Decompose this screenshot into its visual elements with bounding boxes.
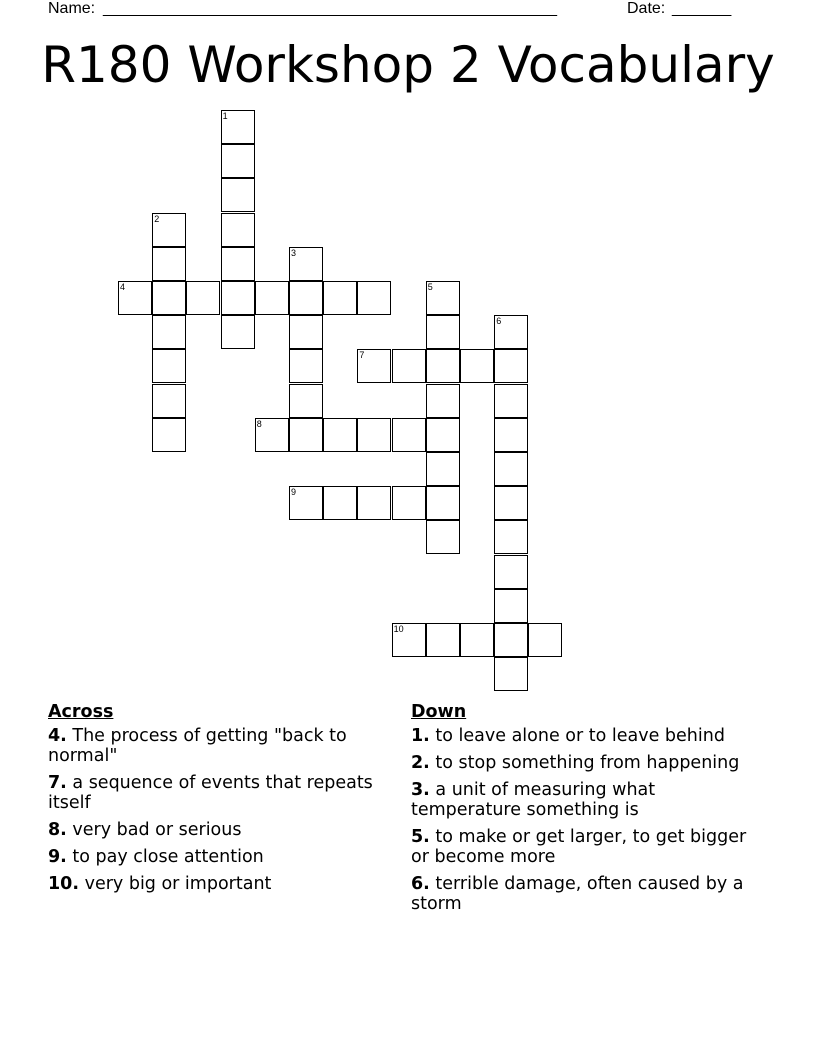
grid-cell[interactable] xyxy=(392,623,426,657)
grid-cell[interactable] xyxy=(323,281,357,315)
clue-text: very bad or serious xyxy=(72,820,242,840)
grid-cell[interactable] xyxy=(357,486,391,520)
grid-cell[interactable] xyxy=(152,384,186,418)
grid-cell[interactable] xyxy=(255,281,289,315)
clue-item xyxy=(411,726,756,746)
grid-cell[interactable] xyxy=(426,384,460,418)
grid-cell[interactable] xyxy=(426,520,460,554)
clue-item xyxy=(411,753,756,773)
grid-cell[interactable] xyxy=(392,418,426,452)
grid-cell[interactable] xyxy=(494,623,528,657)
grid-cell[interactable] xyxy=(152,213,186,247)
clue-text: a unit of measuring what temperature something is xyxy=(411,780,656,820)
across-heading: Across xyxy=(48,702,114,722)
grid-cell[interactable] xyxy=(460,623,494,657)
clue-text: terrible damage, often caused by a storm xyxy=(411,874,744,914)
clue-number: 10. xyxy=(48,874,80,894)
grid-cell[interactable] xyxy=(494,520,528,554)
grid-cell[interactable] xyxy=(528,623,562,657)
grid-cell[interactable] xyxy=(152,349,186,383)
grid-cell[interactable] xyxy=(289,315,323,349)
grid-cell[interactable] xyxy=(186,281,220,315)
grid-cell[interactable] xyxy=(289,384,323,418)
clue-number: 8. xyxy=(48,820,67,840)
clue-item xyxy=(48,773,378,813)
cell-number: 6 xyxy=(496,316,502,327)
cell-number: 3 xyxy=(291,247,297,258)
down-clues xyxy=(411,702,756,921)
grid-cell[interactable] xyxy=(289,486,323,520)
cell-number: 2 xyxy=(154,213,160,224)
grid-cell[interactable] xyxy=(460,349,494,383)
clue-item xyxy=(48,726,378,766)
grid-cell[interactable] xyxy=(426,315,460,349)
grid-cell[interactable] xyxy=(426,349,460,383)
grid-cell[interactable] xyxy=(152,281,186,315)
clue-text: very big or important xyxy=(84,874,272,894)
grid-cell[interactable] xyxy=(357,349,391,383)
grid-cell[interactable] xyxy=(494,418,528,452)
grid-cell[interactable] xyxy=(152,418,186,452)
clue-item xyxy=(411,874,756,914)
grid-cell[interactable] xyxy=(494,657,528,691)
clue-text: to stop something from happening xyxy=(435,753,740,773)
grid-cell[interactable] xyxy=(392,486,426,520)
grid-cell[interactable] xyxy=(426,281,460,315)
clue-text: to leave alone or to leave behind xyxy=(435,726,725,746)
clue-number: 2. xyxy=(411,753,430,773)
clue-number: 1. xyxy=(411,726,430,746)
grid-cell[interactable] xyxy=(494,555,528,589)
clue-number: 5. xyxy=(411,827,430,847)
grid-cell[interactable] xyxy=(357,418,391,452)
grid-cell[interactable] xyxy=(426,623,460,657)
clue-text: a sequence of events that repeats itself xyxy=(48,773,373,813)
cell-number: 10 xyxy=(393,624,404,634)
grid-cell[interactable] xyxy=(289,349,323,383)
clue-text: The process of getting "back to normal" xyxy=(48,726,347,766)
grid-cell[interactable] xyxy=(494,452,528,486)
grid-cell[interactable] xyxy=(494,486,528,520)
cell-number: 7 xyxy=(359,350,365,361)
clue-number: 6. xyxy=(411,874,430,894)
page-title: R180 Workshop 2 Vocabulary xyxy=(41,36,775,94)
grid-cell[interactable] xyxy=(221,213,255,247)
clue-number: 3. xyxy=(411,780,430,800)
date-label: Date: xyxy=(627,0,666,17)
grid-cell[interactable] xyxy=(152,247,186,281)
name-line: ______________________________________________________ xyxy=(103,0,557,17)
grid-cell[interactable] xyxy=(289,247,323,281)
grid-cell[interactable] xyxy=(152,315,186,349)
cell-number: 1 xyxy=(222,111,228,121)
date-line: _______ xyxy=(672,0,731,17)
grid-cell[interactable] xyxy=(426,418,460,452)
down-heading: Down xyxy=(411,702,467,722)
name-label: Name: xyxy=(48,0,96,17)
clue-text: to make or get larger, to get bigger or become more xyxy=(411,827,747,867)
grid-cell[interactable] xyxy=(426,486,460,520)
grid-cell[interactable] xyxy=(221,315,255,349)
clue-item xyxy=(48,874,378,894)
grid-cell[interactable] xyxy=(494,589,528,623)
grid-cell[interactable] xyxy=(357,281,391,315)
grid-cell[interactable] xyxy=(323,486,357,520)
clue-text: to pay close attention xyxy=(72,847,264,867)
grid-cell[interactable] xyxy=(289,418,323,452)
grid-cell[interactable] xyxy=(494,384,528,418)
grid-cell[interactable] xyxy=(118,281,152,315)
grid-cell[interactable] xyxy=(494,349,528,383)
cell-number: 4 xyxy=(120,282,126,292)
grid-cell[interactable] xyxy=(221,178,255,212)
grid-cell[interactable] xyxy=(323,418,357,452)
grid-cell[interactable] xyxy=(221,110,255,144)
clue-item xyxy=(411,780,756,820)
grid-cell[interactable] xyxy=(255,418,289,452)
clue-item xyxy=(48,820,378,840)
cell-number: 8 xyxy=(256,418,262,429)
grid-cell[interactable] xyxy=(289,281,323,315)
clue-number: 9. xyxy=(48,847,67,867)
cell-number: 5 xyxy=(427,282,433,292)
clue-number: 7. xyxy=(48,773,67,793)
grid-cell[interactable] xyxy=(221,247,255,281)
clue-number: 4. xyxy=(48,726,67,746)
grid-cell[interactable] xyxy=(494,315,528,349)
across-clues xyxy=(48,702,378,901)
clue-item xyxy=(48,847,378,867)
grid-cell[interactable] xyxy=(392,349,426,383)
grid-cell[interactable] xyxy=(221,144,255,178)
grid-cell[interactable] xyxy=(221,281,255,315)
cell-number: 9 xyxy=(291,487,297,498)
clue-item xyxy=(411,827,756,867)
grid-cell[interactable] xyxy=(426,452,460,486)
